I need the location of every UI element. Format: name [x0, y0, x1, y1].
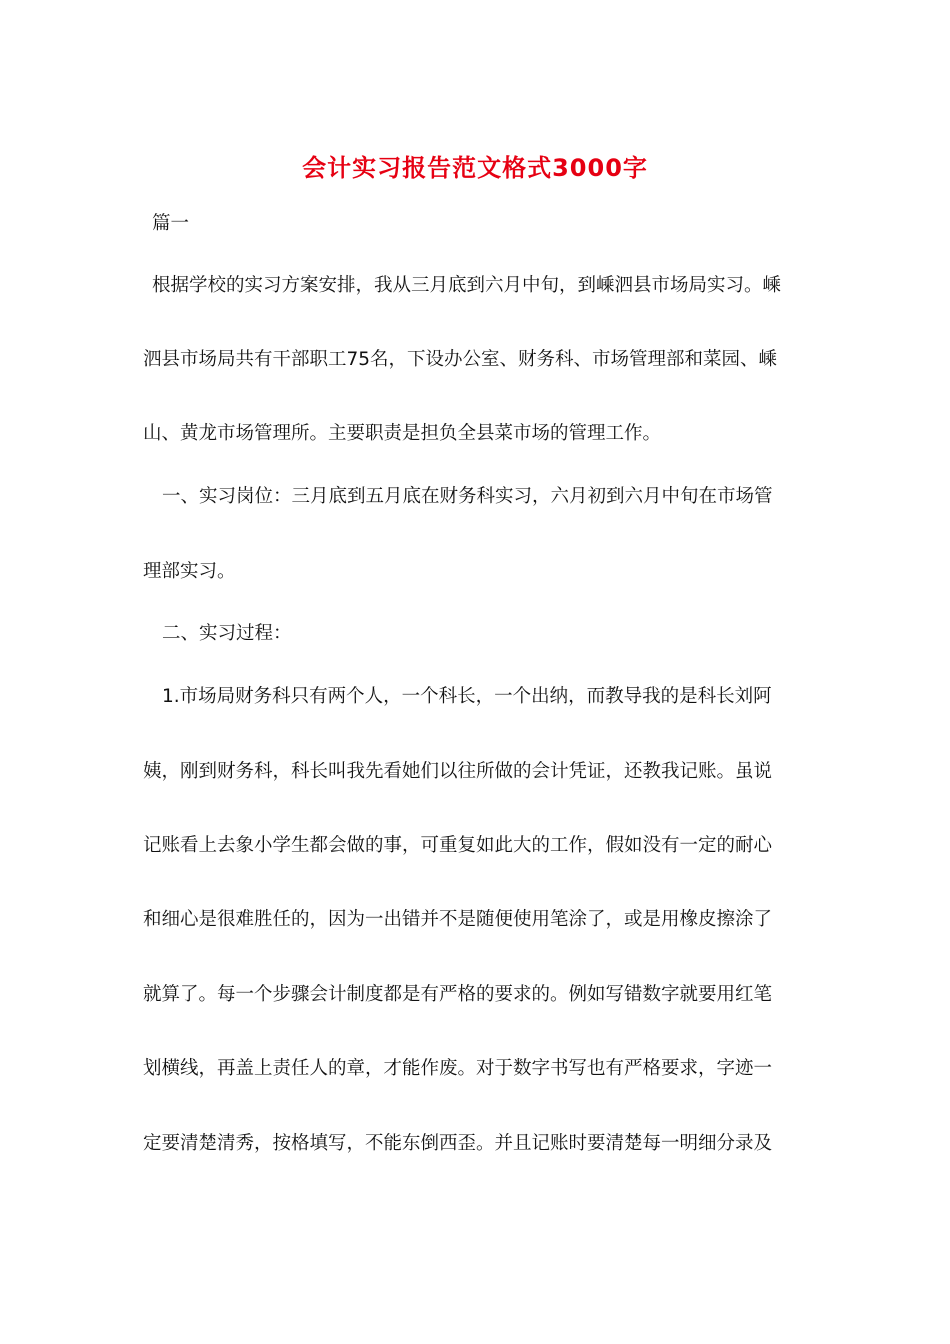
paragraph-line: 泗县市场局共有干部职工75名，下设办公室、财务科、市场管理部和菜园、嵊: [143, 349, 778, 370]
paragraph-line: 1.市场局财务科只有两个人，一个科长，一个出纳，而教导我的是科长刘阿: [162, 686, 772, 707]
paragraph-line: 理部实习。: [143, 561, 236, 582]
paragraph-line: 根据学校的实习方案安排，我从三月底到六月中旬，到嵊泗县市场局实习。嵊: [152, 275, 782, 296]
paragraph-line: 划横线，再盖上责任人的章，才能作废。对于数字书写也有严格要求，字迹一: [143, 1058, 773, 1079]
paragraph-line: 姨，刚到财务科，科长叫我先看她们以往所做的会计凭证，还教我记账。虽说: [143, 761, 773, 782]
paragraph-line: 就算了。每一个步骤会计制度都是有严格的要求的。例如写错数字就要用红笔: [143, 984, 773, 1005]
paragraph-line: 和细心是很难胜任的，因为一出错并不是随便使用笔涂了，或是用橡皮擦涂了: [143, 909, 773, 930]
paragraph-line: 山、黄龙市场管理所。主要职责是担负全县菜市场的管理工作。: [143, 423, 662, 444]
section-label: 篇一: [152, 213, 190, 234]
paragraph-line: 定要清楚清秀，按格填写，不能东倒西歪。并且记账时要清楚每一明细分录及: [143, 1133, 773, 1154]
document-title: 会计实习报告范文格式3000字: [302, 154, 648, 182]
paragraph-line: 记账看上去象小学生都会做的事，可重复如此大的工作，假如没有一定的耐心: [143, 835, 773, 856]
paragraph-line: 二、实习过程：: [162, 623, 292, 644]
paragraph-line: 一、实习岗位：三月底到五月底在财务科实习，六月初到六月中旬在市场管: [162, 486, 773, 507]
